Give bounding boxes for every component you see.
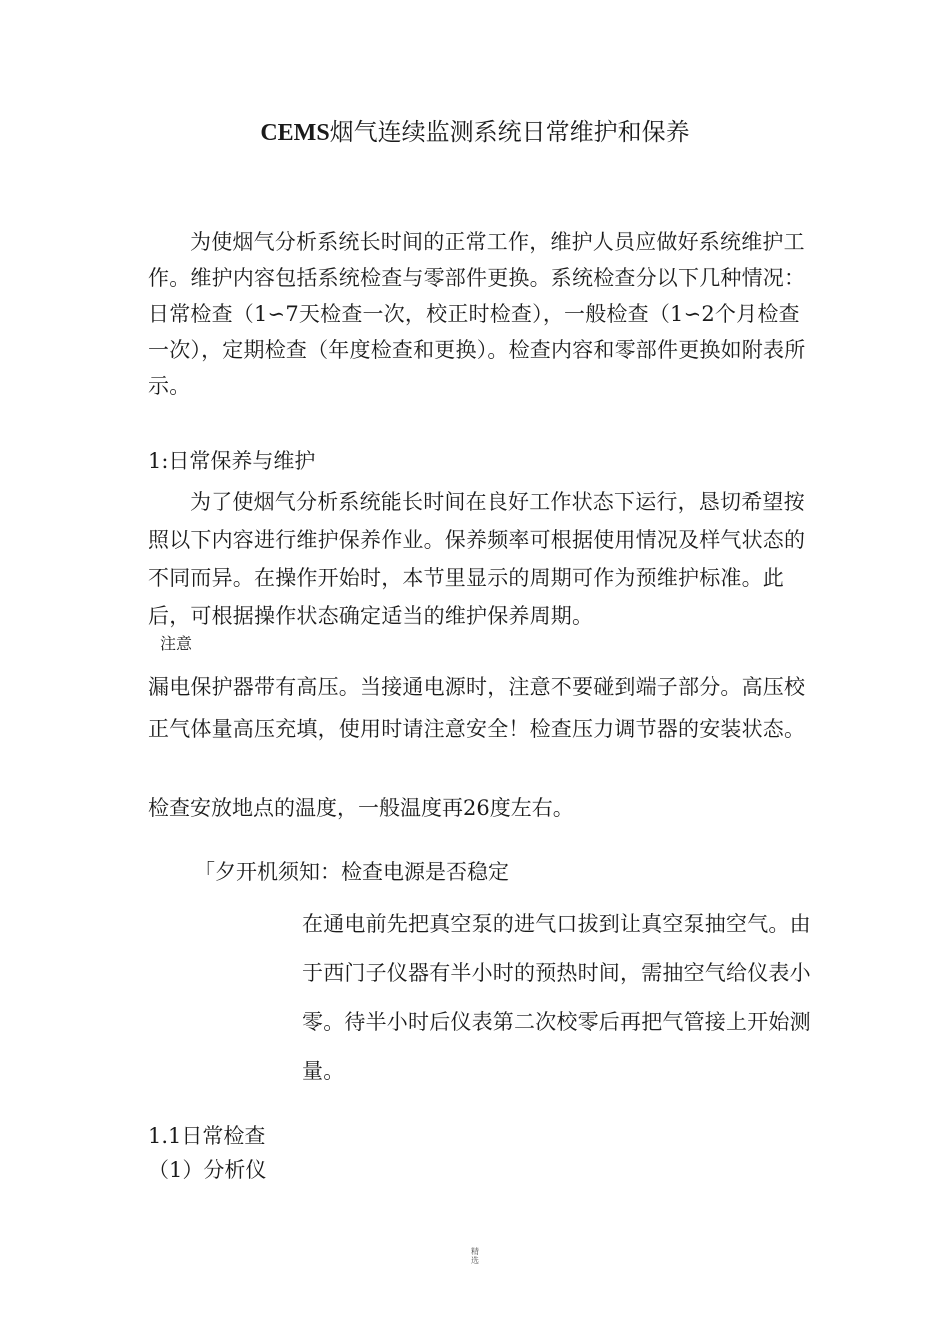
- maintenance-paragraph: 为了使烟气分析系统能长时间在良好工作状态下运行，恳切希望按照以下内容进行维护保养作业。保养频率可根据使用情况及样气状态的不同而异。在操作开始时，本节里显示的周期可作为预维护标准。此后，可根据操作状态确定适当的维护保养周期。: [148, 490, 806, 628]
- section-1-1-heading: 1.1日常检查: [148, 1124, 266, 1148]
- startup-notice: 「夕开机须知：检查电源是否稳定: [194, 860, 509, 884]
- title-latin: CEMS: [260, 120, 330, 146]
- section-1-heading: 1:日常保养与维护: [148, 449, 316, 473]
- page-footer: [465, 1247, 485, 1265]
- temperature-line: 检查安放地点的温度，一般温度再26度左右。: [148, 796, 574, 820]
- note-label: 注意: [160, 634, 193, 653]
- analyzer-subheading: （1）分析仪: [148, 1158, 267, 1182]
- document-title: [0, 116, 950, 149]
- title-text: 烟气连续监测系统日常维护和保养: [329, 118, 690, 146]
- footer-line-2: 选: [471, 1256, 479, 1265]
- intro-paragraph: 为使烟气分析系统长时间的正常工作，维护人员应做好系统维护工作。维护内容包括系统检查与零部件更换。系统检查分以下几种情况：日常检查（1∽7天检查一次，校正时检查），一般检查（1∽2个月检查一次），定期检查（年度检查和更换）。检查内容和零部件更换如附表所示。: [148, 230, 806, 398]
- footer-line-1: 精: [471, 1247, 479, 1256]
- warning-paragraph: 漏电保护器带有高压。当接通电源时，注意不要碰到端子部分。高压校正气体量高压充填，使用时请注意安全！检查压力调节器的安装状态。: [148, 675, 806, 741]
- vacuum-pump-paragraph: 在通电前先把真空泵的进气口拔到让真空泵抽空气。由于西门子仪器有半小时的预热时间，需抽空气给仪表小零。待半小时后仪表第二次校零后再把气管接上开始测量。: [302, 912, 811, 1083]
